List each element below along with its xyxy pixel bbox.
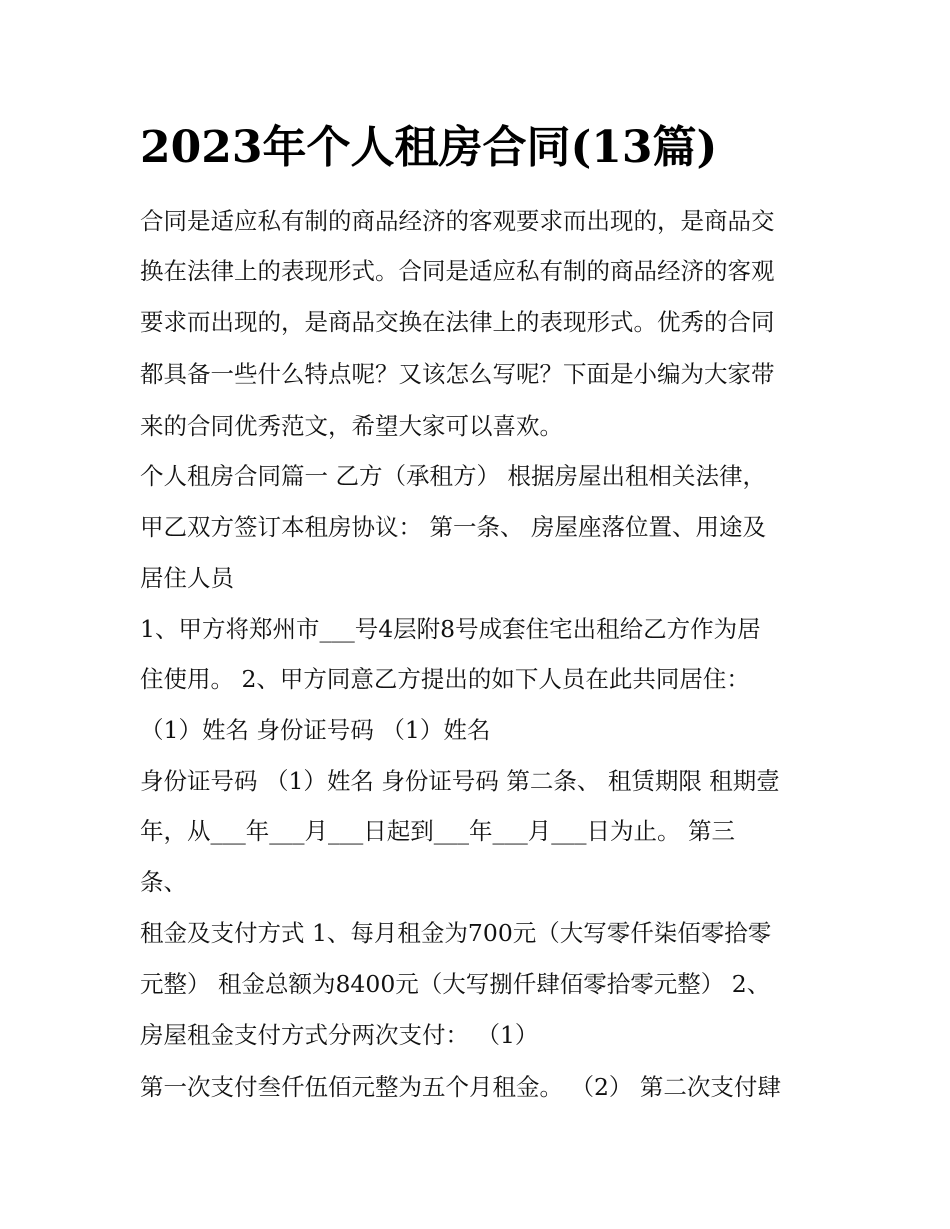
paragraph-line-7: 甲乙双方签订本租房协议： 第一条、 房屋座落位置、用途及 (140, 513, 766, 541)
paragraph-line-12: 身份证号码 （1）姓名 身份证号码 第二条、 租赁期限 租期壹 (140, 767, 780, 795)
paragraph-line-8: 居住人员 (140, 564, 234, 592)
paragraph-line-16: 元整） 租金总额为8400元（大写捌仟肆佰零拾零元整） 2、 (140, 970, 771, 998)
paragraph-line-13: 年，从___年___月___日起到___年___月___日为止。 第三 (140, 817, 735, 845)
paragraph-line-4: 都具备一些什么特点呢？又该怎么写呢？下面是小编为大家带 (140, 360, 775, 388)
paragraph-line-1: 合同是适应私有制的商品经济的客观要求而出现的，是商品交 (140, 207, 775, 235)
paragraph-line-3: 要求而出现的，是商品交换在法律上的表现形式。优秀的合同 (140, 308, 775, 336)
document-title: 2023年个人租房合同(13篇) (140, 122, 718, 173)
paragraph-line-6: 个人租房合同篇一 乙方（承租方） 根据房屋出租相关法律， (140, 462, 766, 490)
paragraph-line-10: 住使用。 2、甲方同意乙方提出的如下人员在此共同居住： (140, 665, 750, 693)
paragraph-line-9: 1、甲方将郑州市___号4层附8号成套住宅出租给乙方作为居 (140, 615, 761, 643)
paragraph-line-2: 换在法律上的表现形式。合同是适应私有制的商品经济的客观 (140, 257, 775, 285)
paragraph-line-18: 第一次支付叁仟伍佰元整为五个月租金。 （2） 第二次支付肆 (140, 1073, 781, 1101)
paragraph-line-17: 房屋租金支付方式分两次支付： （1） (140, 1021, 539, 1049)
paragraph-line-14: 条、 (140, 868, 187, 896)
paragraph-line-11: （1）姓名 身份证号码 （1）姓名 (140, 716, 491, 744)
paragraph-line-15: 租金及支付方式 1、每月租金为700元（大写零仟柒佰零拾零 (140, 919, 772, 947)
paragraph-line-5: 来的合同优秀范文，希望大家可以喜欢。 (140, 412, 563, 440)
